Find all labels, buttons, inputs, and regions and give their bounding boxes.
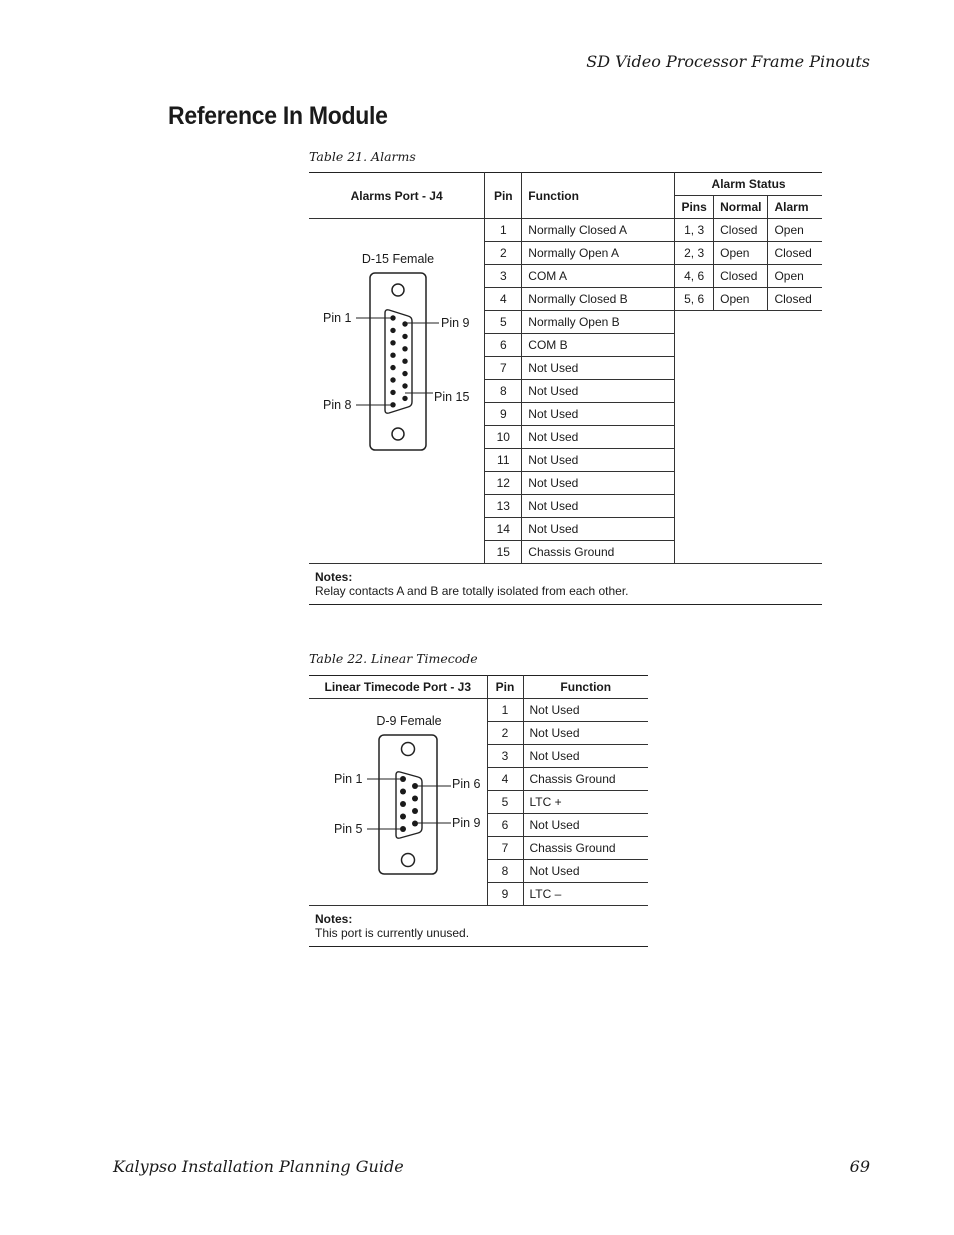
pin-hole: [402, 359, 407, 364]
pin-hole: [402, 321, 407, 326]
pin-hole: [402, 383, 407, 388]
section-title: Reference In Module: [168, 102, 388, 130]
col-function: Function: [522, 173, 675, 219]
pin-function: Normally Open B: [522, 311, 675, 334]
pin-function: Not Used: [522, 472, 675, 495]
notes-text: Relay contacts A and B are totally isolated from each other.: [315, 584, 629, 598]
pin-function: Chassis Ground: [522, 541, 675, 564]
pin-function: Normally Closed B: [522, 288, 675, 311]
col-pins: Pins: [675, 196, 714, 219]
connector-shell: [370, 273, 426, 450]
col-port: Linear Timecode Port - J3: [309, 676, 487, 699]
pin-hole: [400, 814, 406, 820]
col-normal: Normal: [714, 196, 768, 219]
mounting-hole-top: [392, 284, 404, 296]
pin-function: COM B: [522, 334, 675, 357]
page-number: 69: [849, 1157, 870, 1176]
col-alarm-status: Alarm Status: [675, 173, 822, 196]
col-port: Alarms Port - J4: [309, 173, 485, 219]
col-alarm: Alarm: [774, 200, 809, 214]
label-pin-1: Pin 1: [334, 772, 363, 786]
mounting-hole-bottom: [392, 428, 404, 440]
pin-hole: [412, 796, 418, 802]
col-pin: Pin: [485, 173, 522, 219]
pin-hole: [390, 377, 395, 382]
label-pin-5: Pin 5: [334, 822, 363, 836]
status-alarm: Closed: [768, 242, 822, 265]
pin-hole: [412, 808, 418, 814]
d15-pin-holes: [390, 315, 407, 407]
status-normal: Open: [714, 242, 768, 265]
status-pins: 4, 6: [675, 265, 714, 288]
pin-function: LTC +: [523, 791, 648, 814]
pin-number: 9: [487, 883, 523, 906]
pin-number: 13: [485, 495, 522, 518]
pin-function: Not Used: [523, 745, 648, 768]
notes-label: Notes:: [315, 570, 353, 584]
notes-text: This port is currently unused.: [315, 926, 470, 940]
d15-title: D-15 Female: [361, 252, 435, 266]
table-row: [309, 219, 822, 242]
label-pin-9: Pin 9: [452, 816, 481, 830]
pin-function: Not Used: [522, 380, 675, 403]
col-function: Function: [560, 680, 612, 694]
pin-number: 6: [487, 814, 523, 837]
pin-number: 7: [485, 357, 522, 380]
status-normal: Open: [714, 288, 768, 311]
pin-hole: [400, 789, 406, 795]
pin-function: Not Used: [523, 722, 648, 745]
pin-number: 2: [487, 722, 523, 745]
label-pin-15: Pin 15: [434, 390, 470, 404]
d9-pin-holes: [400, 776, 418, 832]
mounting-hole-bottom: [402, 854, 415, 867]
status-alarm: Closed: [768, 288, 822, 311]
pin-function: Normally Closed A: [522, 219, 675, 242]
pin-number: 1: [485, 219, 522, 242]
pin-number: 5: [487, 791, 523, 814]
pin-function: LTC –: [529, 887, 562, 901]
connector-face: [385, 310, 412, 413]
status-pins: 2, 3: [675, 242, 714, 265]
mounting-hole-top: [402, 743, 415, 756]
status-alarm: Open: [768, 265, 822, 288]
pin-function: Chassis Ground: [523, 768, 648, 791]
pin-function: Not Used: [522, 449, 675, 472]
connector-face: [396, 772, 422, 838]
label-pin-8: Pin 8: [323, 398, 352, 412]
d9-connector-diagram: [309, 706, 487, 906]
status-normal: Closed: [714, 219, 768, 242]
pin-function: Chassis Ground: [523, 837, 648, 860]
status-pins: 5, 6: [675, 288, 714, 311]
status-pins: 1, 3: [675, 219, 714, 242]
pin-function: Not Used: [522, 357, 675, 380]
pin-number: 6: [485, 334, 522, 357]
notes-label: Notes:: [315, 912, 353, 926]
pin-hole: [402, 334, 407, 339]
pin-number: 7: [487, 837, 523, 860]
pin-function: Not Used: [522, 518, 675, 541]
pin-number: 4: [487, 768, 523, 791]
pin-function: Normally Open A: [522, 242, 675, 265]
pin-number: 4: [485, 288, 522, 311]
pin-function: Not Used: [522, 495, 675, 518]
pin-hole: [390, 340, 395, 345]
pin-number: 1: [487, 699, 523, 722]
pin-hole: [402, 346, 407, 351]
pin-number: 5: [485, 311, 522, 334]
pin-hole: [390, 328, 395, 333]
pin-hole: [390, 365, 395, 370]
pin-function: Not Used: [522, 403, 675, 426]
label-pin-9: Pin 9: [441, 316, 470, 330]
pin-hole: [402, 371, 407, 376]
running-head: SD Video Processor Frame Pinouts: [586, 52, 870, 71]
table21-caption: Table 21. Alarms: [309, 149, 416, 164]
pin-number: 15: [485, 541, 522, 564]
pin-hole: [390, 402, 395, 407]
pin-hole: [390, 353, 395, 358]
pin-function: Not Used: [523, 860, 648, 883]
label-pin-1: Pin 1: [323, 311, 352, 325]
footer-guide-title: Kalypso Installation Planning Guide: [113, 1157, 404, 1176]
col-pin: Pin: [487, 676, 523, 699]
status-normal: Closed: [714, 265, 768, 288]
status-alarm: Open: [768, 219, 822, 242]
pin-number: 9: [485, 403, 522, 426]
pin-hole: [390, 315, 395, 320]
pin-number: 12: [485, 472, 522, 495]
pin-hole: [402, 396, 407, 401]
pin-number: 14: [485, 518, 522, 541]
d9-title: D-9 Female: [376, 714, 442, 728]
pin-number: 8: [485, 380, 522, 403]
pin-number: 10: [485, 426, 522, 449]
pin-function: Not Used: [523, 699, 648, 722]
table22-caption: Table 22. Linear Timecode: [309, 651, 478, 666]
pin-hole: [400, 801, 406, 807]
pin-number: 2: [485, 242, 522, 265]
pin-number: 8: [487, 860, 523, 883]
pin-number: 3: [485, 265, 522, 288]
pin-number: 11: [485, 449, 522, 472]
pin-function: COM A: [522, 265, 675, 288]
table22-notes: [309, 906, 648, 947]
pin-number: 3: [487, 745, 523, 768]
empty-cell: [675, 311, 822, 564]
label-pin-6: Pin 6: [452, 777, 481, 791]
d15-connector-diagram: [309, 245, 485, 460]
pin-function: Not Used: [523, 814, 648, 837]
pin-function: Not Used: [522, 426, 675, 449]
table21-notes: [309, 564, 822, 605]
pin-hole: [390, 390, 395, 395]
